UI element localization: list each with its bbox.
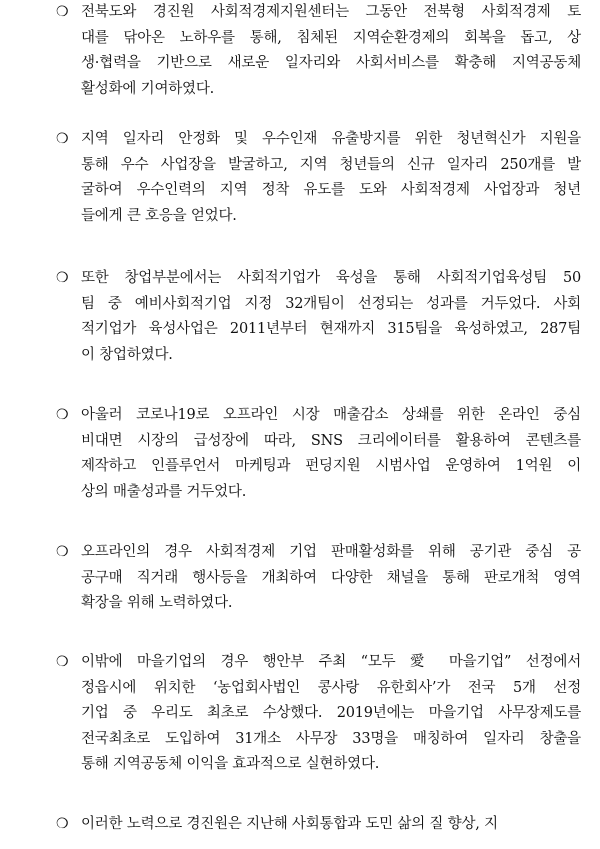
paragraph-line: 비대면 시장의 급성장에 따라, SNS 크리에이터를 활용하여 콘텐츠를: [81, 432, 581, 449]
paragraph-line: 상의 매출성과를 거두었다.: [81, 483, 247, 500]
paragraph-line: 전북도와 경진원 사회적경제지원센터는 그동안 전북형 사회적경제 토: [81, 4, 581, 20]
paragraph-line: 활성화에 기여하였다.: [81, 80, 215, 97]
paragraph-line: 생·협력을 기반으로 새로운 일자리와 사회서비스를 확충해 지역공동체: [81, 55, 581, 71]
bullet-paragraph: [56, 403, 581, 505]
paragraph-line: 기업 중 우리도 최초로 수상했다. 2019년에는 마을기업 사무장제도를: [81, 705, 581, 721]
paragraph-line: 이러한 노력으로 경진원은 지난해 사회통합과 도민 삶의 질 향상, 지: [81, 816, 498, 832]
bullet-paragraph: [56, 540, 581, 617]
paragraph-line: 공구매 직거래 행사등을 개최하여 다양한 채널을 통해 판로개척 영역: [81, 569, 581, 586]
paragraph-line: 통해 지역공동체 이익을 효과적으로 실현하였다.: [81, 756, 380, 772]
bullet-marker-icon: ❍: [56, 270, 69, 286]
paragraph-line: 제작하고 인플루언서 마케팅과 펀딩지원 시범사업 운영하여 1억원 이: [81, 458, 581, 474]
bullet-paragraph: [56, 650, 581, 778]
paragraph-line: 들에게 큰 호응을 얻었다.: [81, 207, 237, 224]
paragraph-line: 이밖에 마을기업의 경우 행안부 주최 “모두 愛 마을기업” 선정에서: [81, 654, 581, 670]
bullet-paragraph: [56, 812, 581, 838]
paragraph-line: 오프라인의 경우 사회적경제 기업 판매활성화를 위해 공기관 중심 공: [81, 544, 581, 560]
paragraph-line: 이 창업하였다.: [81, 346, 173, 363]
paragraph-line: 아울러 코로나19로 오프라인 시장 매출감소 상쇄를 위한 온라인 중심: [81, 407, 581, 423]
paragraph-line: 적기업가 육성사업은 2011년부터 현재까지 315팀을 육성하였고, 287팀: [81, 321, 581, 337]
bullet-marker-icon: ❍: [56, 131, 69, 147]
bullet-marker-icon: ❍: [56, 4, 69, 20]
paragraph-line: 통해 우수 사업장을 발굴하고, 지역 청년들의 신규 일자리 250개를 발: [81, 156, 581, 173]
paragraph-line: 지역 일자리 안정화 및 우수인재 유출방지를 위한 청년혁신가 지원을: [81, 131, 581, 147]
bullet-marker-icon: ❍: [56, 544, 69, 560]
bullet-marker-icon: ❍: [56, 407, 69, 423]
paragraph-line: 팀 중 예비사회적기업 지정 32개팀이 선정되는 성과를 거두었다. 사회: [81, 295, 581, 312]
bullet-paragraph: [56, 266, 581, 368]
paragraph-line: 또한 창업부분에서는 사회적기업가 육성을 통해 사회적기업육성팀 50: [81, 270, 581, 286]
bullet-paragraph: [56, 0, 581, 102]
paragraph-line: 대를 닦아온 노하우를 통해, 침체된 지역순환경제의 회복을 돕고, 상: [81, 29, 581, 46]
paragraph-line: 전국최초로 도입하여 31개소 사무장 33명을 매칭하여 일자리 창출을: [81, 730, 581, 747]
paragraph-line: 굴하여 우수인력의 지역 정착 유도를 도와 사회적경제 사업장과 청년: [81, 182, 581, 198]
paragraph-line: 확장을 위해 노력하였다.: [81, 595, 233, 611]
bullet-marker-icon: ❍: [56, 654, 69, 670]
bullet-marker-icon: ❍: [56, 816, 69, 832]
paragraph-line: 정읍시에 위치한 ‘농업회사법인 콩사랑 유한회사’가 전국 5개 선정: [81, 679, 581, 696]
bullet-paragraph: [56, 127, 581, 229]
